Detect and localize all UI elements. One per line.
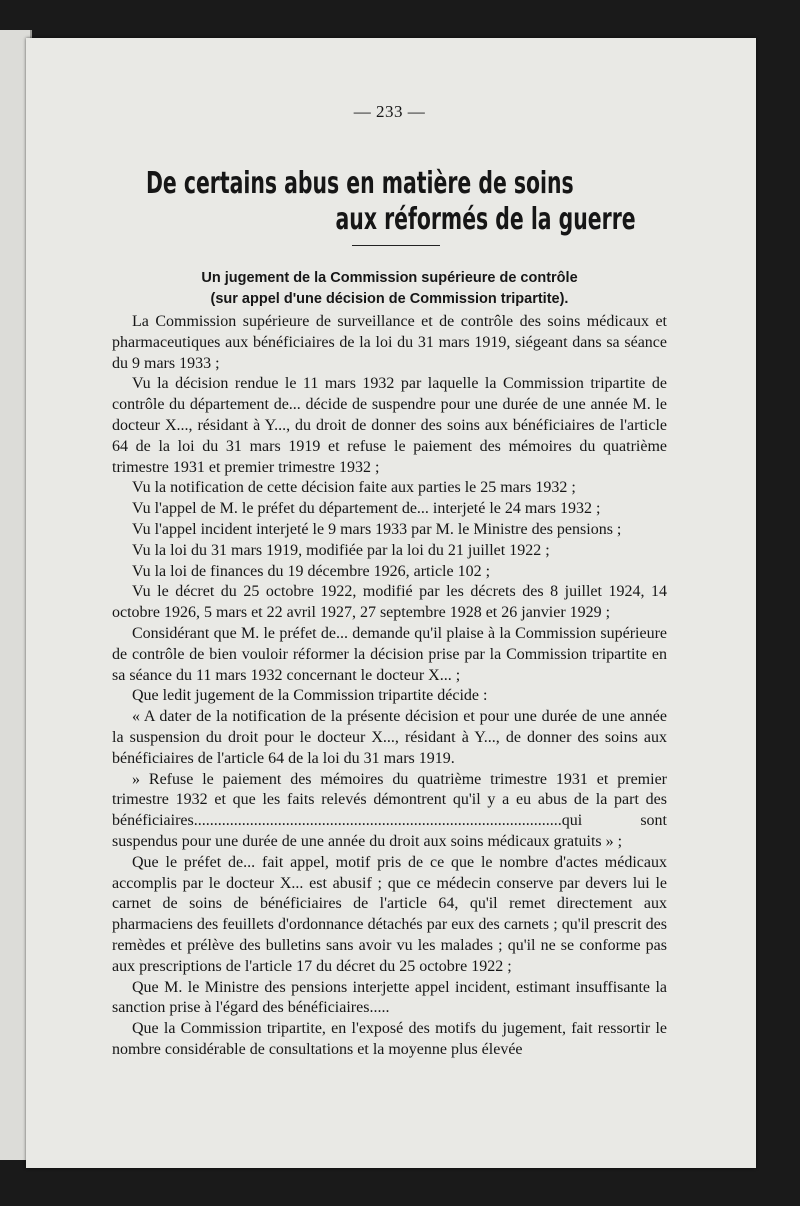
title-line-2: aux réformés de la guerre <box>335 202 636 237</box>
subtitle-line-1: Un jugement de la Commission supérieure de contrôle <box>201 270 578 286</box>
paragraph: Vu la décision rendue le 11 mars 1932 par laquelle la Commission tripartite de contrôle du département de... décide de suspendre pour une durée de une année M. le docteur X..., résidant à Y..., du droit de donner des soins aux bénéficiaires de l'article 64 de la loi du 31 mars 1919 et refuse le paiement des mémoires du quatrième trimestre 1931 et premier trimestre 1932 ; <box>112 375 667 476</box>
subtitle-line-2: (sur appel d'une décision de Commission tripartite). <box>210 291 569 307</box>
paragraph: Considérant que M. le préfet de... demande qu'il plaise à la Commission supérieure de contrôle de bien vouloir réformer la décision prise par la Commission tripartite en sa séance du 11 mars 1932 concernant le docteur X... ; <box>112 624 667 684</box>
paragraph: La Commission supérieure de surveillance et de contrôle des soins médicaux et pharmaceutiques aux bénéficiaires de la loi du 31 mars 1919, siégeant dans sa séance du 9 mars 1933 ; <box>112 313 667 372</box>
paragraph: Que la Commission tripartite, en l'exposé des motifs du jugement, fait ressortir le nombre considérable de consultations et la moyenne plus élevée <box>112 1020 667 1058</box>
paragraph: Vu le décret du 25 octobre 1922, modifié par les décrets des 8 juillet 1924, 14 octobre 1926, 5 mars et 22 avril 1927, 27 septembre 1928 et 26 janvier 1929 ; <box>112 583 667 622</box>
paragraph: » Refuse le paiement des mémoires du quatrième trimestre 1931 et premier trimestre 1932 et que les faits relevés démontrent qu'il y a eu abus de la part des bénéficiaires............................................................................................qui sont suspendus pour une durée de une année du droit aux soins médicaux gratuits » ; <box>112 770 667 850</box>
paragraph: Vu l'appel incident interjeté le 9 mars 1933 par M. le Ministre des pensions ; <box>132 520 622 538</box>
paragraph: Que M. le Ministre des pensions interjette appel incident, estimant insuffisante la sanction prise à l'égard des bénéficiaires..... <box>112 978 667 1017</box>
paragraph: Que le préfet de... fait appel, motif pris de ce que le nombre d'actes médicaux accomplis par le docteur X... est abusif ; que ce médecin conserve par devers lui le carnet de soins de bénéficiaires de l'article 64, qu'il remet directement aux pharmaciens des feuillets d'ordonnance détachés par eux des carnets ; qu'il prescrit des remèdes et prélève des bulletins sans avoir vu les malades ; qu'il ne se conforme pas aux prescriptions de l'article 17 du décret du 25 octobre 1922 ; <box>112 853 667 975</box>
page-number: — 233 — <box>353 102 426 121</box>
document-page <box>26 38 756 1168</box>
paragraph: Vu la loi du 31 mars 1919, modifiée par la loi du 21 juillet 1922 ; <box>132 541 550 559</box>
paragraph: Vu la loi de finances du 19 décembre 1926, article 102 ; <box>132 562 491 580</box>
subtitle <box>112 268 667 310</box>
paragraph: « A dater de la notification de la présente décision et pour une durée de une année la suspension du droit pour le docteur X..., résidant à Y..., de donner des soins aux bénéficiaires de l'article 64 de la loi du 31 mars 1919. <box>112 708 667 767</box>
title-divider <box>352 245 440 246</box>
body-text <box>112 312 667 1061</box>
paragraph: Que ledit jugement de la Commission tripartite décide : <box>132 687 488 705</box>
title-line-1: De certains abus en matière de soins <box>146 166 574 201</box>
paragraph: Vu la notification de cette décision faite aux parties le 25 mars 1932 ; <box>132 479 576 497</box>
article-title <box>112 166 636 238</box>
paragraph: Vu l'appel de M. le préfet du département de... interjeté le 24 mars 1932 ; <box>132 500 601 518</box>
